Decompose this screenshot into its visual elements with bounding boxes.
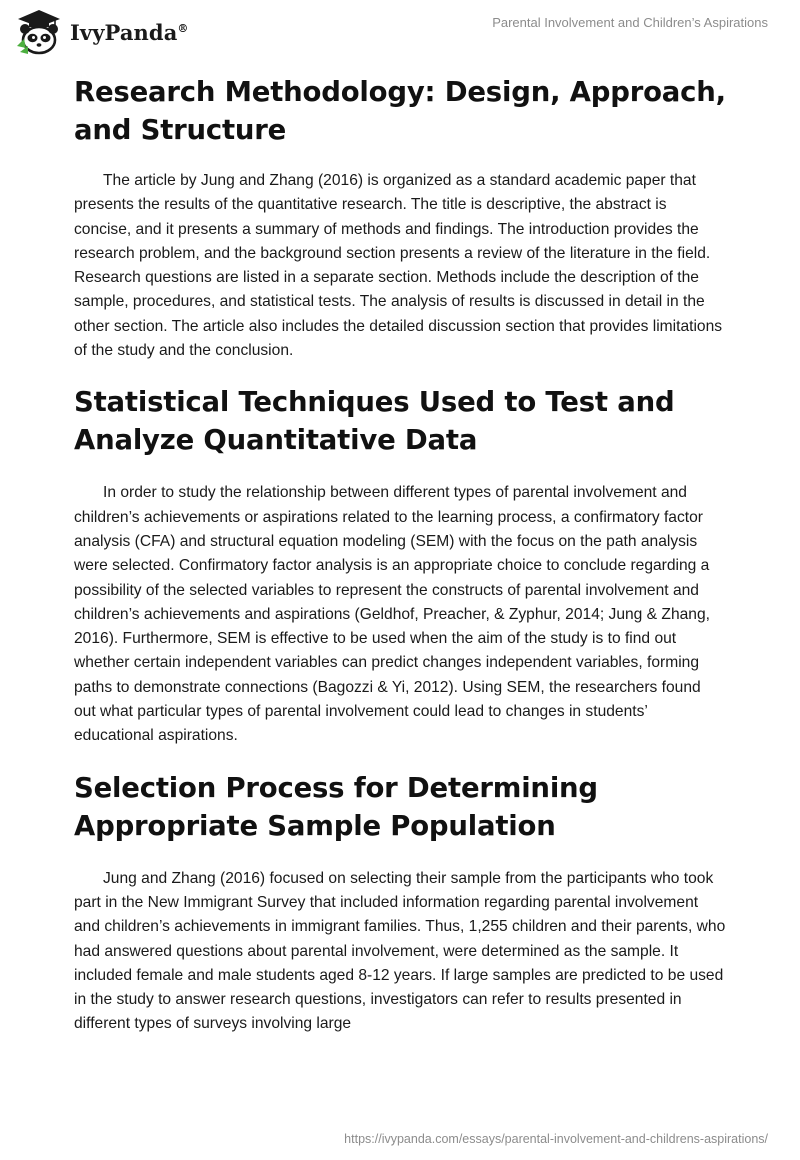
section-paragraph: Jung and Zhang (2016) focused on selecting their sample from the participants who took part in the New Immigrant Survey that included information regarding parental involvement and children’s achievements in immigrant families. Thus, 1,255 children and their parents, who had answered questions about parental involvement, were determined as the sample. It included female and male students aged 8-12 years. If large samples are predicted to be used in the study to answer research questions, investigators can refer to results presented in different types of surveys involving large	[74, 869, 726, 1033]
document-title: Parental Involvement and Children’s Aspirations	[492, 15, 768, 30]
section-heading: Statistical Techniques Used to Test and Analyze Quantitative Data	[74, 386, 675, 457]
section-paragraph: The article by Jung and Zhang (2016) is organized as a standard academic paper that presents the results of the quantitative research. The title is descriptive, the abstract is concise, and it presents a summary of methods and findings. The introduction provides the research problem, and the background section presents a review of the literature in the field. Research questions are listed in a separate section. Methods include the description of the sample, procedures, and statistical tests. The analysis of results is discussed in detail in the other section. The article also includes the detailed discussion section that provides limitations of the study and the conclusion.	[74, 172, 723, 360]
section-paragraph: In order to study the relationship between different types of parental involvement and children’s achievements or aspirations related to the learning process, a confirmatory factor analysis (CFA) and structural equation modeling (SEM) with the focus on the path analysis were selected. Confirmatory factor analysis is an appropriate choice to conclude regarding a possibility of the selected variables to represent the constructs of parental involvement and children’s achievements and aspirations (Geldhof, Preacher, & Zyphur, 2014; Jung & Zhang, 2016). Furthermore, SEM is effective to be used when the aim of the study is to find out whether certain independent variables can predict changes independent variables, forming paths to demonstrate connections (Bagozzi & Yi, 2012). Using SEM, the researchers found out what particular types of parental involvement could lead to changes in students’ educational aspirations.	[74, 484, 710, 745]
section-heading: Selection Process for Determining Appropriate Sample Population	[74, 771, 598, 842]
brand-logo[interactable]	[14, 8, 189, 56]
brand-name: IvyPanda®	[70, 19, 189, 45]
section-heading: Research Methodology: Design, Approach, and Structure	[74, 76, 726, 146]
section-sample-selection	[74, 769, 726, 1037]
page-header	[0, 0, 800, 68]
panda-graduate-icon	[14, 8, 64, 56]
source-url-link[interactable]: https://ivypanda.com/essays/parental-involvement-and-childrens-aspirations/	[344, 1132, 768, 1146]
section-research-methodology	[74, 73, 726, 363]
article-body	[74, 73, 726, 1037]
section-statistical-techniques	[74, 383, 726, 748]
